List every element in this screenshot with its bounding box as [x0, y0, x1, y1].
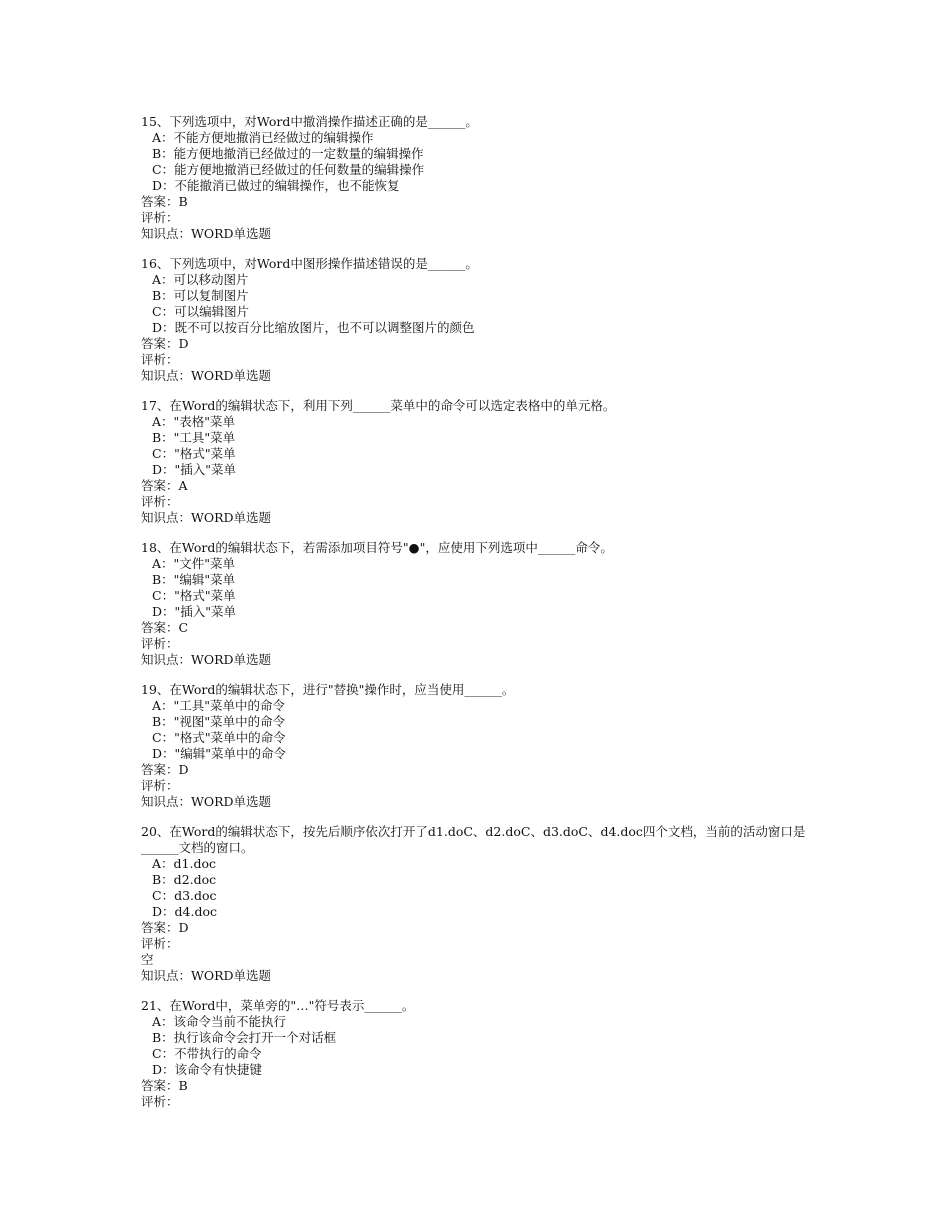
knowledge-point: 知识点：WORD单选题: [141, 968, 272, 983]
answer-option: C：不带执行的命令: [152, 1046, 262, 1061]
answer-line: 答案：C: [141, 620, 189, 635]
answer-line: 答案：B: [141, 1078, 188, 1093]
question-block: [141, 682, 831, 810]
answer-option: D：不能撤消已做过的编辑操作，也不能恢复: [152, 178, 400, 193]
answer-option: C：d3.doc: [152, 888, 217, 903]
question-stem: 20、在Word的编辑状态下，按先后顺序依次打开了d1.doC、d2.doC、d3.doC、d4.doc四个文档，当前的活动窗口是______文档的窗口。: [141, 824, 806, 855]
answer-line: 答案：A: [141, 478, 188, 493]
knowledge-point: 知识点：WORD单选题: [141, 510, 272, 525]
answer-option: A：该命令当前不能执行: [152, 1014, 287, 1029]
analysis-line: 评析：: [141, 494, 179, 509]
answer-option: B：可以复制图片: [152, 288, 249, 303]
answer-option: A："文件"菜单: [152, 556, 236, 571]
question-stem: 15、下列选项中，对Word中撤消操作描述正确的是______。: [141, 114, 478, 129]
answer-option: A：可以移动图片: [152, 272, 249, 287]
answer-option: D：既不可以按百分比缩放图片，也不可以调整图片的颜色: [152, 320, 475, 335]
answer-line: 答案：D: [141, 920, 189, 935]
question-stem: 17、在Word的编辑状态下，利用下列______菜单中的命令可以选定表格中的单元格。: [141, 398, 616, 413]
answer-line: 答案：B: [141, 194, 188, 209]
answer-option: A："表格"菜单: [152, 414, 236, 429]
answer-option: D："插入"菜单: [152, 604, 237, 619]
answer-option: B："视图"菜单中的命令: [152, 714, 286, 729]
question-stem: 16、下列选项中，对Word中图形操作描述错误的是______。: [141, 256, 478, 271]
answer-option: B：执行该命令会打开一个对话框: [152, 1030, 337, 1045]
knowledge-point: 知识点：WORD单选题: [141, 794, 272, 809]
analysis-line: 评析：: [141, 778, 179, 793]
answer-option: C："格式"菜单: [152, 446, 236, 461]
question-stem: 19、在Word的编辑状态下，进行"替换"操作时，应当使用______。: [141, 682, 515, 697]
answer-option: C：可以编辑图片: [152, 304, 250, 319]
answer-option: B：能方便地撤消已经做过的一定数量的编辑操作: [152, 146, 424, 161]
answer-option: D：d4.doc: [152, 904, 217, 919]
answer-option: C："格式"菜单中的命令: [152, 730, 286, 745]
analysis-line: 评析：: [141, 352, 179, 367]
question-block: [141, 114, 831, 242]
analysis-text: 空: [141, 952, 154, 967]
knowledge-point: 知识点：WORD单选题: [141, 368, 272, 383]
question-block: [141, 824, 831, 984]
question-block: [141, 998, 831, 1110]
answer-option: A：不能方便地撤消已经做过的编辑操作: [152, 130, 374, 145]
analysis-line: 评析：: [141, 1094, 179, 1109]
answer-option: A：d1.doc: [152, 856, 216, 871]
question-stem: 21、在Word中，菜单旁的"…"符号表示______。: [141, 998, 415, 1013]
answer-option: B："工具"菜单: [152, 430, 236, 445]
knowledge-point: 知识点：WORD单选题: [141, 226, 272, 241]
question-block: [141, 540, 831, 668]
document-body: [141, 114, 831, 1124]
answer-option: B：d2.doc: [152, 872, 217, 887]
answer-option: D："插入"菜单: [152, 462, 237, 477]
answer-option: A："工具"菜单中的命令: [152, 698, 286, 713]
answer-option: B："编辑"菜单: [152, 572, 236, 587]
analysis-line: 评析：: [141, 636, 179, 651]
answer-option: C：能方便地撤消已经做过的任何数量的编辑操作: [152, 162, 425, 177]
analysis-line: 评析：: [141, 210, 179, 225]
analysis-line: 评析：: [141, 936, 179, 951]
question-block: [141, 398, 831, 526]
knowledge-point: 知识点：WORD单选题: [141, 652, 272, 667]
answer-line: 答案：D: [141, 762, 189, 777]
answer-line: 答案：D: [141, 336, 189, 351]
answer-option: D："编辑"菜单中的命令: [152, 746, 287, 761]
question-stem: 18、在Word的编辑状态下，若需添加项目符号"●"，应使用下列选项中______命令。: [141, 540, 613, 555]
answer-option: D：该命令有快捷键: [152, 1062, 263, 1077]
question-block: [141, 256, 831, 384]
answer-option: C："格式"菜单: [152, 588, 236, 603]
